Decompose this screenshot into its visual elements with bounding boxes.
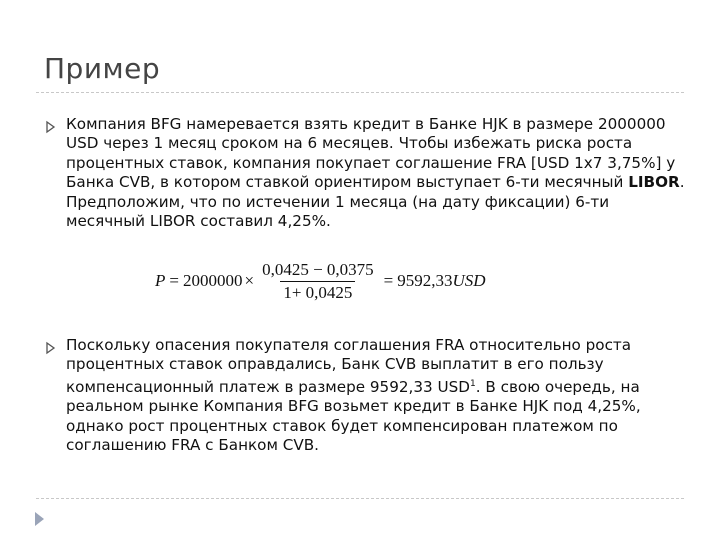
slide-title: Пример bbox=[44, 52, 161, 85]
formula-principal: 2000000 bbox=[182, 271, 243, 290]
footer-divider bbox=[36, 498, 684, 499]
formula-result-value: 9592,33 bbox=[397, 271, 453, 290]
bullet-paragraph-1 bbox=[66, 115, 686, 231]
formula-denominator: 1+ 0,0425 bbox=[280, 281, 355, 303]
formula-fraction bbox=[259, 260, 377, 303]
footnote-marker: 1 bbox=[469, 378, 476, 389]
bullet-arrow-icon bbox=[44, 120, 58, 134]
paragraph-text: Компания BFG намеревается взять кредит в Банке HJK в размере 2000000 USD через 1 месяц сроком на 6 месяцев. Чтобы избежать риска роста процентных ставок, компания покупает соглашение FRA [USD 1х7 3,75%] у Банка CVB, в котором ставкой ориентиром выступает 6-ти месячный bbox=[66, 115, 676, 192]
paragraph-text: Поскольку опасения покупателя соглашения FRA относительно роста процентных ставок оправдались, Банк CVB выплатит в его пользу компенсационный платеж в размере 9592,33 USD bbox=[66, 336, 632, 396]
next-slide-arrow-icon[interactable] bbox=[32, 510, 46, 528]
libor-bold-term: LIBOR bbox=[628, 173, 680, 192]
fra-payment-formula bbox=[155, 258, 486, 304]
formula-times: × bbox=[244, 271, 255, 290]
formula-result-unit: USD bbox=[452, 271, 486, 290]
formula-numerator: 0,0425 − 0,0375 bbox=[262, 259, 374, 279]
bullet-arrow-icon bbox=[44, 341, 58, 355]
paragraph-text: . В свою очередь, на реальном рынке Компания BFG возьмет кредит в Банке HJK под 4,25%, однако рост процентных ставок будет компенсирован платежом по соглашению FRA с Банком CVB. bbox=[66, 377, 641, 455]
formula-equals: = bbox=[169, 271, 179, 290]
formula-lhs: P bbox=[155, 271, 166, 290]
title-divider bbox=[36, 92, 684, 93]
formula-equals-result: = bbox=[383, 271, 394, 290]
paragraph-text: . Предположим, что по истечении 1 месяца (на дату фиксации) 6-ти месячный LIBOR составил 4,25%. bbox=[66, 173, 685, 231]
bullet-paragraph-2 bbox=[66, 336, 686, 456]
